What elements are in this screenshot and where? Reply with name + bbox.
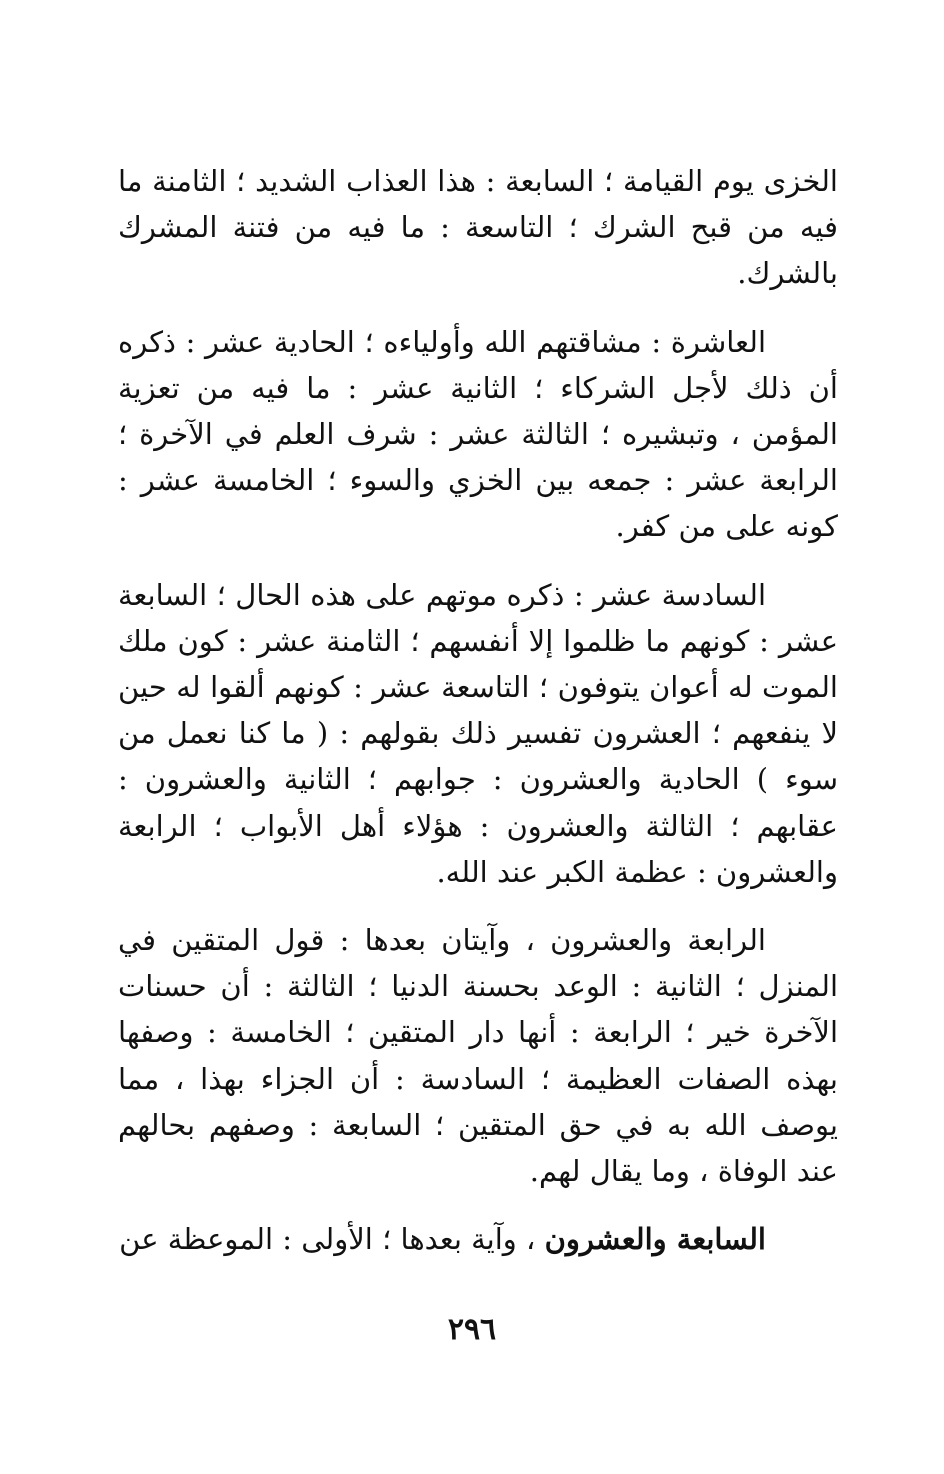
paragraph-5 (118, 1216, 838, 1262)
paragraph-3: السادسة عشر : ذكره موتهم على هذه الحال ؛ السابعة عشر : كونهم ما ظلموا إلا أنفسهم ؛ الثامنة عشر : كون ملك الموت له أعوان يتوفون ؛ التاسعة عشر : كونهم ألقوا له حين لا ينفعهم ؛ العشرون تفسير ذلك بقولهم : ( ما كنا نعمل من سوء ) الحادية والعشرون : جوابهم ؛ الثانية والعشرون : عقابهم ؛ الثالثة والعشرون : هؤلاء أهل الأبواب ؛ الرابعة والعشرون : عظمة الكبر عند الله. (118, 577, 838, 889)
paragraph-4: الرابعة والعشرون ، وآيتان بعدها : قول المتقين في المنزل ؛ الثانية : الوعد بحسنة الدنيا ؛ الثالثة : أن حسنات الآخرة خير ؛ الرابعة : أنها دار المتقين ؛ الخامسة : وصفها بهذه الصفات العظيمة ؛ السادسة : أن الجزاء بهذا ، مما يوصف الله به في حق المتقين ؛ السابعة : وصفهم بحالهم عند الوفاة ، وما يقال لهم. (118, 923, 838, 1189)
paragraph-5-text: ، وآية بعدها ؛ الأولى : الموعظة عن (119, 1222, 545, 1257)
paragraph-5-heading: السابعة والعشرون (544, 1222, 766, 1257)
paragraph-1: الخزى يوم القيامة ؛ السابعة : هذا العذاب الشديد ؛ الثامنة ما فيه من قبح الشرك ؛ التاسعة : ما فيه من فتنة المشرك بالشرك. (118, 164, 838, 291)
body-text (118, 158, 838, 1262)
paragraph-2: العاشرة : مشاقتهم الله وأولياءه ؛ الحادية عشر : ذكره أن ذلك لأجل الشركاء ؛ الثانية عشر : ما فيه من تعزية المؤمن ، وتبشيره ؛ الثالثة عشر : شرف العلم في الآخرة ؛ الرابعة عشر : جمعه بين الخزي والسوء ؛ الخامسة عشر : كونه على من كفر. (118, 324, 838, 544)
page-number: ٢٩٦ (447, 1312, 497, 1347)
